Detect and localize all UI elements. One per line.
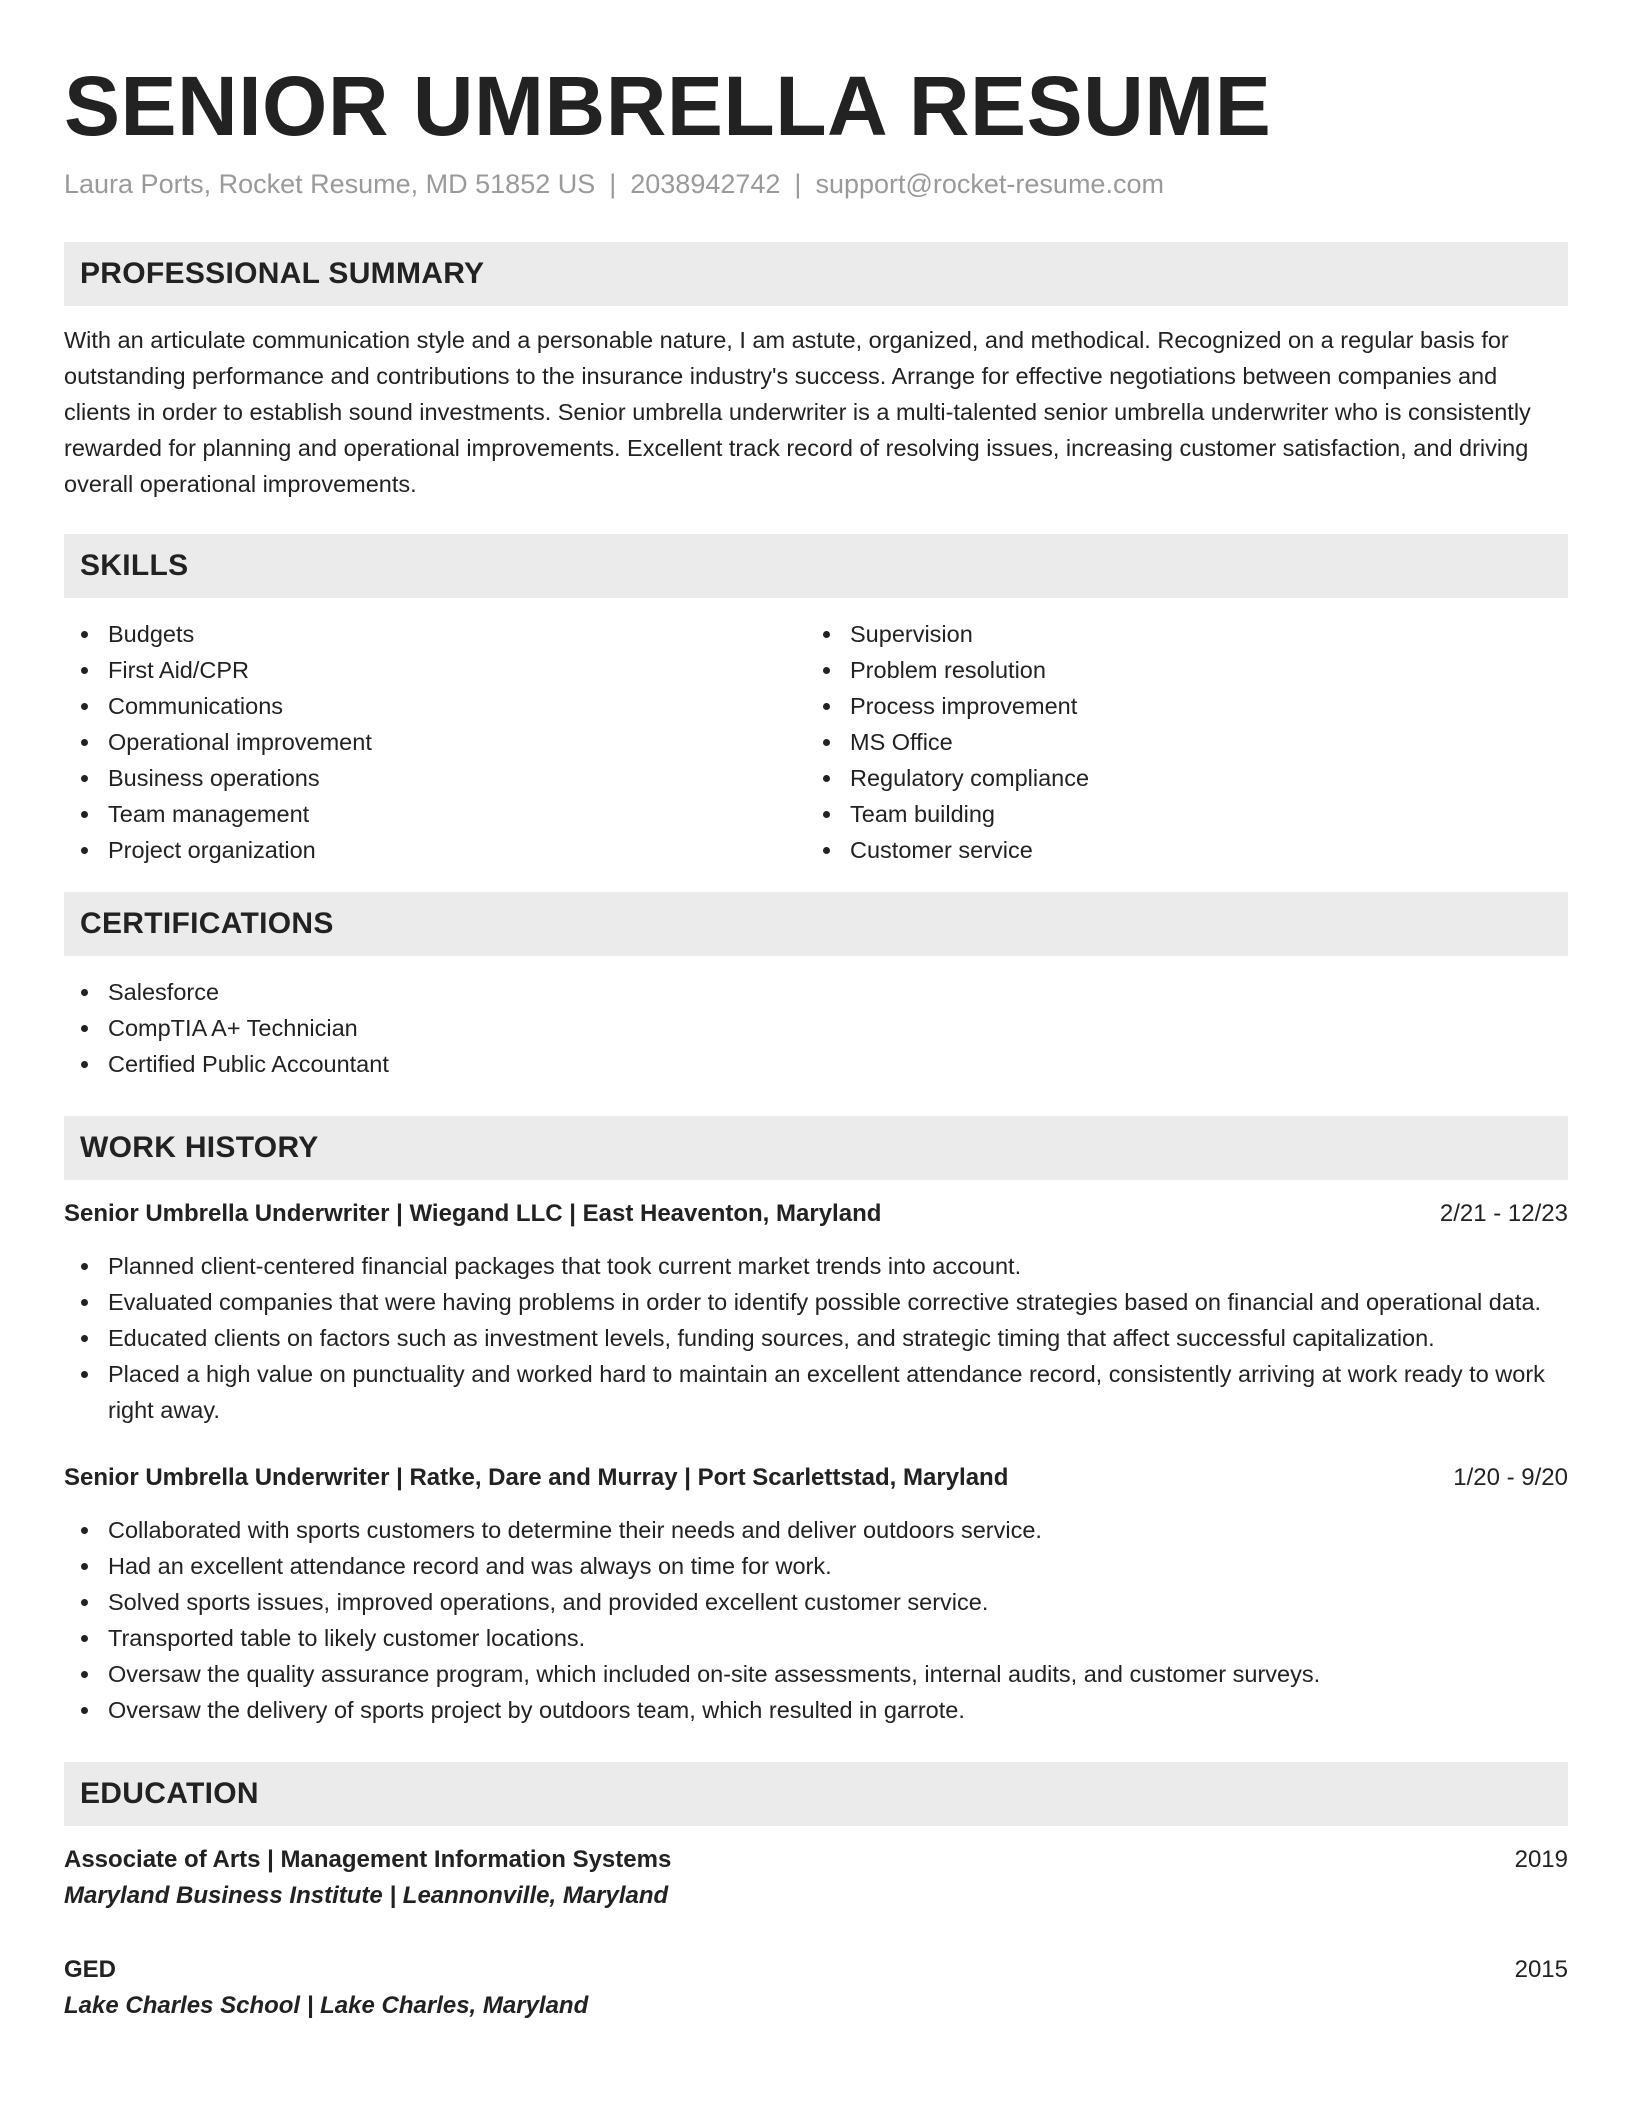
job-bullet: Evaluated companies that were having problems in order to identify possible corrective strategies based on financial and operational data. <box>64 1284 1568 1320</box>
job-bullet: Oversaw the quality assurance program, which included on-site assessments, internal audits, and customer surveys. <box>64 1656 1568 1692</box>
certification-item: CompTIA A+ Technician <box>64 1010 1568 1046</box>
job-bullet: Oversaw the delivery of sports project by outdoors team, which resulted in garrote. <box>64 1692 1568 1728</box>
section-heading-skills: SKILLS <box>64 534 1568 598</box>
job-entry <box>64 1460 1568 1728</box>
job-dates: 2/21 - 12/23 <box>1439 1200 1568 1227</box>
job-entry <box>64 1196 1568 1428</box>
education-degree: GED <box>64 1956 117 1983</box>
section-heading-summary: PROFESSIONAL SUMMARY <box>64 242 1568 306</box>
job-bullet: Transported table to likely customer locations. <box>64 1620 1568 1656</box>
education-year: 2015 <box>1514 1956 1568 1983</box>
skill-item: Customer service <box>806 832 1548 868</box>
job-bullets <box>64 1248 1568 1428</box>
job-bullet: Placed a high value on punctuality and worked hard to maintain an excellent attendance record, consistently arriving at work ready to work right away. <box>64 1356 1568 1428</box>
job-header <box>64 1460 1568 1496</box>
skills-list-left <box>64 616 806 868</box>
education-header <box>64 1952 1568 1988</box>
skills-list-right <box>806 616 1548 868</box>
education-school: Lake Charles School | Lake Charles, Maryland <box>64 1992 589 2019</box>
education-entry <box>64 1842 1568 1914</box>
job-header <box>64 1196 1568 1232</box>
skill-item: Business operations <box>64 760 806 796</box>
contact-separator: | <box>609 169 617 199</box>
skill-item: Team management <box>64 796 806 832</box>
resume-title: SENIOR UMBRELLA RESUME <box>64 59 1272 153</box>
contact-email: support@rocket-resume.com <box>815 169 1164 199</box>
job-bullet: Educated clients on factors such as investment levels, funding sources, and strategic timing that affect successful capitalization. <box>64 1320 1568 1356</box>
job-title: Senior Umbrella Underwriter | Wiegand LLC | East Heaventon, Maryland <box>64 1200 882 1227</box>
skills-grid <box>64 616 1568 868</box>
skill-item: Team building <box>806 796 1548 832</box>
job-bullet: Collaborated with sports customers to determine their needs and deliver outdoors service. <box>64 1512 1568 1548</box>
education-header <box>64 1842 1568 1878</box>
certification-item: Salesforce <box>64 974 1568 1010</box>
skill-item: Budgets <box>64 616 806 652</box>
job-bullet: Solved sports issues, improved operations, and provided excellent customer service. <box>64 1584 1568 1620</box>
job-bullets <box>64 1512 1568 1728</box>
skill-item: Process improvement <box>806 688 1548 724</box>
job-dates: 1/20 - 9/20 <box>1453 1464 1568 1491</box>
job-bullet: Had an excellent attendance record and was always on time for work. <box>64 1548 1568 1584</box>
contact-separator: | <box>794 169 802 199</box>
certifications-list <box>64 974 1568 1082</box>
skill-item: First Aid/CPR <box>64 652 806 688</box>
education-degree: Associate of Arts | Management Information Systems <box>64 1846 672 1873</box>
contact-line <box>64 166 1568 202</box>
job-title: Senior Umbrella Underwriter | Ratke, Dare and Murray | Port Scarlettstad, Maryland <box>64 1464 1009 1491</box>
skill-item: Regulatory compliance <box>806 760 1548 796</box>
section-heading-education: EDUCATION <box>64 1762 1568 1826</box>
section-heading-certifications: CERTIFICATIONS <box>64 892 1568 956</box>
section-heading-work-history: WORK HISTORY <box>64 1116 1568 1180</box>
skill-item: Project organization <box>64 832 806 868</box>
skill-item: Problem resolution <box>806 652 1548 688</box>
skill-item: Operational improvement <box>64 724 806 760</box>
certification-item: Certified Public Accountant <box>64 1046 1568 1082</box>
skill-item: Supervision <box>806 616 1548 652</box>
contact-phone: 2038942742 <box>630 169 781 199</box>
skill-item: MS Office <box>806 724 1548 760</box>
education-school: Maryland Business Institute | Leannonville, Maryland <box>64 1882 669 1909</box>
summary-text: With an articulate communication style and a personable nature, I am astute, organized, and methodical. Recognized on a regular basis for outstanding performance and contributions to the insurance industry's success. Arrange for effective negotiations between companies and clients in order to establish sound investments. Senior umbrella underwriter is a multi-talented senior umbrella underwriter who is consistently rewarded for planning and operational improvements. Excellent track record of resolving issues, increasing customer satisfaction, and driving overall operational improvements. <box>64 327 1531 497</box>
job-bullet: Planned client-centered financial packages that took current market trends into account. <box>64 1248 1568 1284</box>
skill-item: Communications <box>64 688 806 724</box>
education-entry <box>64 1952 1568 2024</box>
education-year: 2019 <box>1514 1846 1568 1873</box>
contact-address: Laura Ports, Rocket Resume, MD 51852 US <box>64 169 596 199</box>
